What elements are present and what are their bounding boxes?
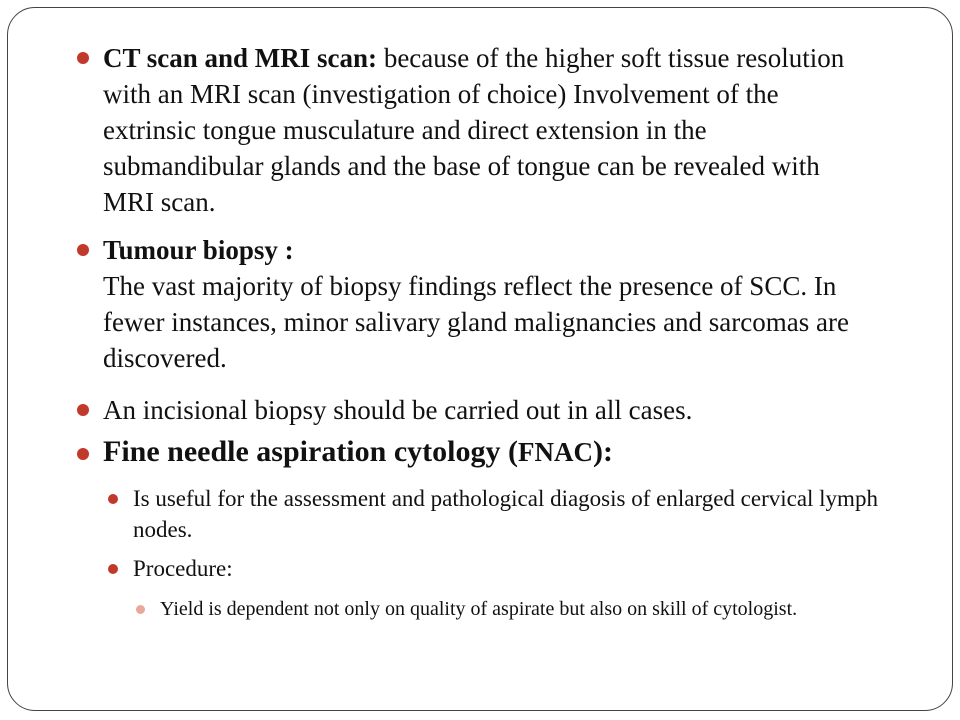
bullet-dot bbox=[77, 52, 89, 64]
bullet-ct-mri bbox=[103, 40, 873, 220]
tumour-biopsy-heading: Tumour biopsy : bbox=[103, 235, 294, 265]
tumour-biopsy-text: The vast majority of biopsy findings reflect the presence of SCC. In fewer instances, minor salivary gland malignancies and sarcomas are discovered. bbox=[103, 271, 849, 373]
bullet-dot bbox=[77, 244, 89, 256]
sub-bullet-fnac-usefulness bbox=[133, 483, 893, 545]
sub-sub-bullet-yield bbox=[160, 596, 880, 623]
sub-bullet-dot bbox=[108, 564, 118, 574]
ct-mri-text: because of the higher soft tissue resolution with an MRI scan (investigation of choice) Involvement of the extrinsic tongue musculature and direct extension in the submandibular glands and the base of tongue can be revealed with MRI scan. bbox=[103, 43, 845, 217]
fnac-heading-abbr: FNAC bbox=[517, 437, 593, 467]
incisional-text: An incisional biopsy should be carried out in all cases. bbox=[103, 395, 693, 425]
fnac-sub-2-text: Procedure: bbox=[133, 556, 233, 581]
bullet-tumour-biopsy bbox=[103, 232, 873, 376]
sub-bullet-procedure bbox=[133, 553, 893, 584]
bullet-incisional-biopsy bbox=[103, 392, 873, 428]
fnac-heading-end: ): bbox=[592, 435, 613, 468]
bullet-fnac bbox=[103, 434, 873, 470]
fnac-sub-2-1-text: Yield is dependent not only on quality of aspirate but also on skill of cytologist. bbox=[160, 598, 798, 620]
bullet-dot bbox=[77, 448, 89, 460]
ct-mri-heading: CT scan and MRI scan: bbox=[103, 43, 378, 73]
fnac-heading: Fine needle aspiration cytology ( bbox=[103, 435, 518, 468]
sub-sub-bullet-dot bbox=[136, 605, 145, 614]
bullet-dot bbox=[77, 404, 89, 416]
fnac-sub-1-text: Is useful for the assessment and pathological diagosis of enlarged cervical lymph nodes. bbox=[133, 486, 878, 542]
sub-bullet-dot bbox=[108, 494, 118, 504]
